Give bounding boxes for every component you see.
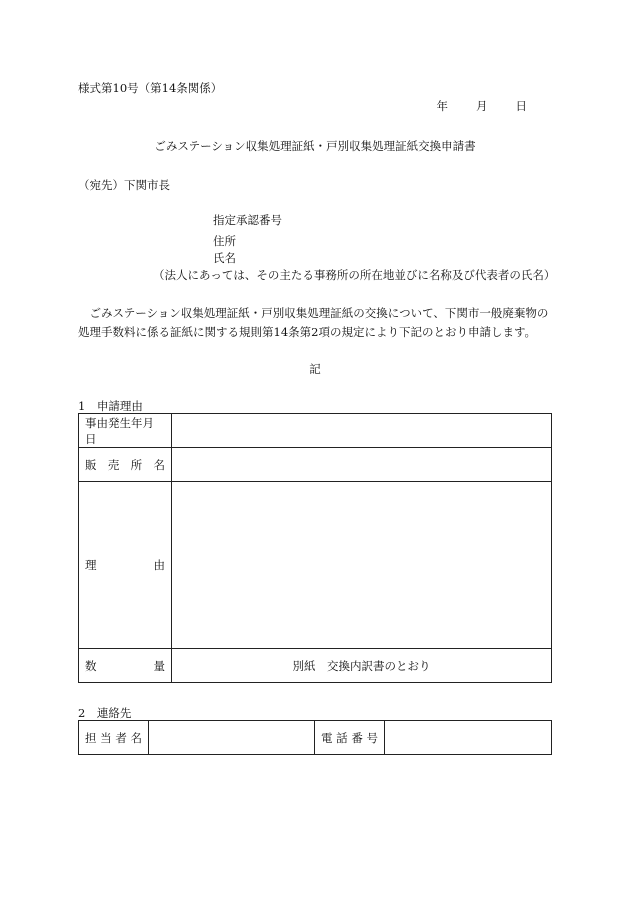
reason-field[interactable]: [172, 482, 552, 649]
quantity-label: 数 量: [79, 649, 172, 683]
phone-number-field[interactable]: [385, 721, 552, 755]
phone-number-label: 電 話 番 号: [315, 721, 385, 755]
date-line: [437, 98, 528, 114]
date-month-label: 月: [476, 99, 488, 113]
application-reason-table: [78, 413, 552, 683]
application-body-text: ごみステーション収集処理証紙・戸別収集処理証紙の交換について、下関市一般廃棄物の処理手数料に係る証紙に関する規則第14条第2項の規定により下記のとおり申請します。: [78, 306, 549, 339]
event-date-field[interactable]: [172, 414, 552, 448]
form-number: 様式第10号（第14条関係）: [78, 81, 223, 95]
ki-marker: 記: [309, 362, 321, 376]
corporation-note: （法人にあっては、その主たる事務所の所在地並びに名称及び代表者の氏名）: [153, 268, 556, 282]
table-row: [79, 721, 552, 755]
reason-label: 理 由: [79, 482, 172, 649]
table-row: [79, 414, 552, 448]
table-row: [79, 649, 552, 683]
address-label: 住所: [213, 234, 236, 248]
approval-number-label: 指定承認番号: [213, 213, 282, 227]
table-row: [79, 448, 552, 482]
contact-person-label: 担 当 者 名: [79, 721, 149, 755]
addressee: （宛先）下関市長: [78, 178, 170, 192]
contact-table: [78, 720, 552, 755]
document-title: ごみステーション収集処理証紙・戸別収集処理証紙交換申請書: [154, 139, 476, 153]
date-year-label: 年: [436, 99, 448, 113]
event-date-label: 事由発生年月日: [79, 414, 172, 448]
section2-heading: 2 連絡先: [78, 706, 132, 720]
shop-name-label: 販 売 所 名: [79, 448, 172, 482]
quantity-value: 別紙 交換内訳書のとおり: [172, 649, 552, 683]
name-label: 氏名: [213, 251, 236, 265]
table-row: [79, 482, 552, 649]
contact-person-field[interactable]: [149, 721, 315, 755]
shop-name-field[interactable]: [172, 448, 552, 482]
date-day-label: 日: [515, 99, 527, 113]
section1-heading: 1 申請理由: [78, 399, 143, 413]
